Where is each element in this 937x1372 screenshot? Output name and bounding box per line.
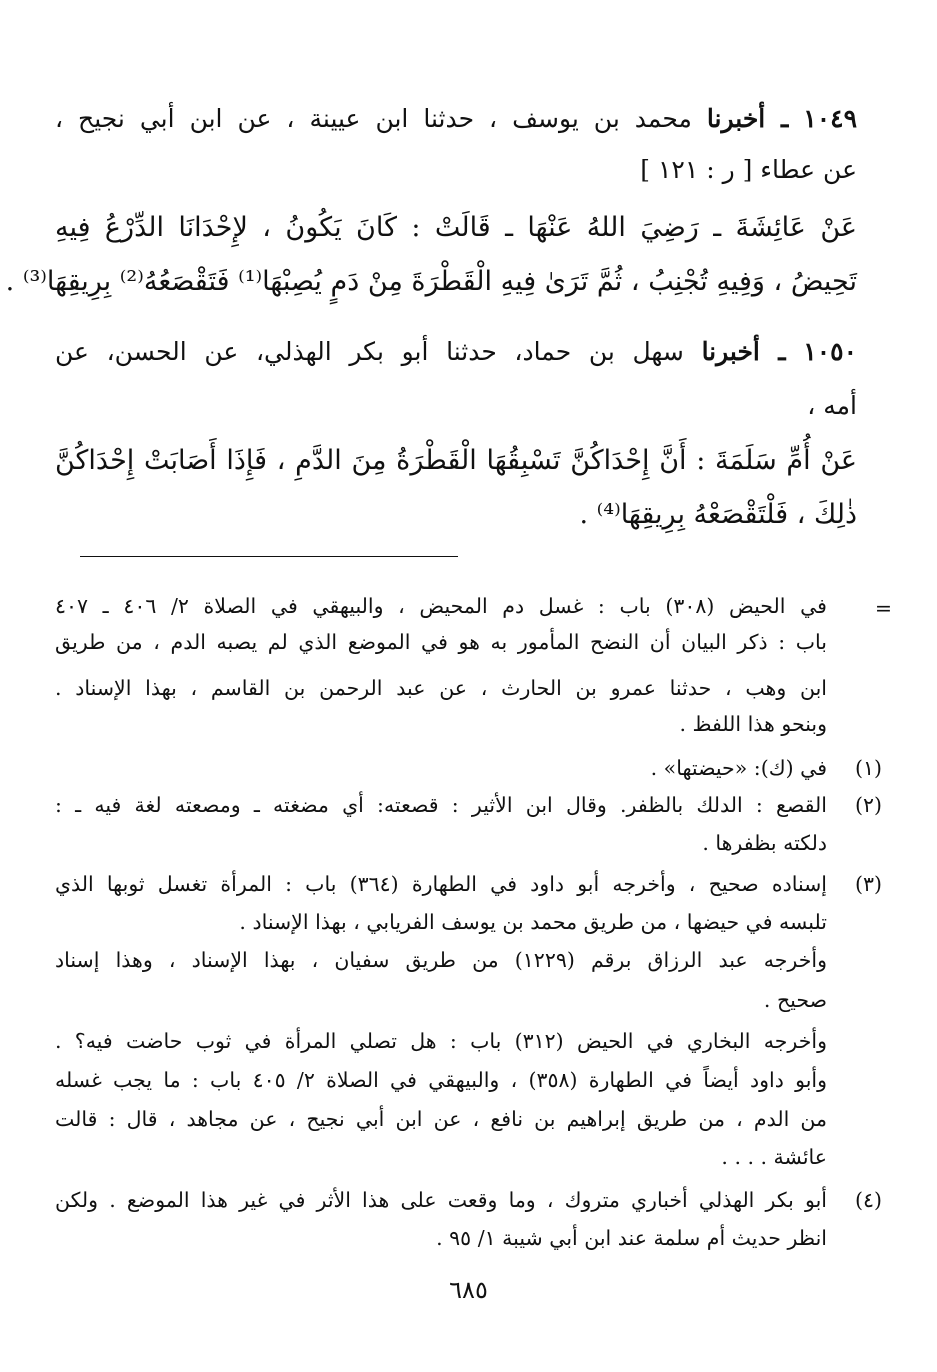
- hadith-1050-isnad-2: أمه ،: [807, 391, 857, 420]
- footnote-2-line: القصع : الدلك بالظفر. وقال ابن الأثير : قصعته: أي مضغته ـ ومصعته لغة فيه ـ :: [55, 793, 827, 817]
- footnote-3-line: عائشة . . . .: [721, 1145, 827, 1169]
- hadith-1049-lead: ـ أخبرنا: [706, 104, 789, 133]
- footnote-2-line: دلكته بظفرها .: [702, 831, 827, 855]
- hadith-1049-isnad-2: عن عطاء [ ر : ١٢١ ]: [640, 155, 857, 184]
- footnote-4-line: أبو بكر الهذلي أخباري متروك ، وما وقعت على هذا الأثر في غير هذا الموضع . ولكن: [55, 1188, 827, 1212]
- footnote-2-number: (٢): [854, 793, 882, 817]
- footnote-4-line: انظر حديث أم سلمة عند ابن أبي شيبة ١/ ٩٥ .: [436, 1226, 827, 1250]
- hadith-1049-number: ١٠٤٩: [803, 104, 858, 133]
- continuation-line: وبنحو هذا اللفظ .: [679, 712, 827, 736]
- hadith-1049-matn-2: تَحِيضُ ، وَفِيهِ تُجْنِبُ ، ثُمَّ تَرَىٰ فِيهِ الْقَطْرَةَ مِنْ دَمٍ يُصِبْهَا⁽¹⁾ فَتَقْصَعُهُ⁽²⁾ بِرِيقِهَا⁽³⁾ .: [5, 266, 857, 297]
- hadith-1050-isnad-1: سهل بن حماد، حدثنا أبو بكر الهذلي، عن الحسن، عن: [55, 337, 684, 366]
- footnote-1-line: في (ك): «حيضتها» .: [650, 756, 827, 780]
- footnote-3-line: وأبو داود أيضاً في الطهارة (٣٥٨) ، والبيهقي في الصلاة ٢/ ٤٠٥ باب : ما يجب غسله: [55, 1068, 827, 1092]
- footnote-3-line: صحيح .: [763, 988, 827, 1012]
- hadith-1049-matn-1: عَنْ عَائِشَةَ ـ رَضِيَ اللهُ عَنْهَا ـ قَالَتْ : كَانَ يَكُونُ ، لإِحْدَانَا الدِّرْعُ فِيهِ: [55, 212, 857, 243]
- footnote-separator: [80, 556, 458, 557]
- continuation-line: في الحيض (٣٠٨) باب : غسل دم المحيض ، والبيهقي في الصلاة ٢/ ٤٠٦ ـ ٤٠٧: [55, 594, 827, 618]
- footnote-3-line: من الدم ، من طريق إبراهيم بن نافع ، عن ابن أبي نجيح ، عن مجاهد ، قال : قالت: [55, 1107, 827, 1131]
- hadith-1050-lead: ـ أخبرنا: [701, 337, 786, 366]
- footnote-1-number: (١): [854, 756, 882, 780]
- footnote-4-number: (٤): [854, 1188, 882, 1212]
- continuation-line: ابن وهب ، حدثنا عمرو بن الحارث ، عن عبد الرحمن بن القاسم ، بهذا الإسناد .: [55, 676, 827, 700]
- hadith-1049-isnad-1: محمد بن يوسف ، حدثنا ابن عيينة ، عن ابن أبي نجيح ،: [55, 104, 692, 133]
- page-number: ٦٨٥: [449, 1276, 488, 1304]
- footnote-3-number: (٣): [854, 872, 882, 896]
- hadith-1050-isnad-line-1: [55, 337, 857, 366]
- continuation-marker: =: [874, 596, 892, 620]
- footnote-3-line: إسناده صحيح ، وأخرجه أبو داود في الطهارة (٣٦٤) باب : المرأة تغسل ثوبها الذي: [55, 872, 828, 896]
- hadith-1050-matn-2: ذٰلِكَ ، فَلْتَقْصَعْهُ بِرِيقِهَا⁽⁴⁾ .: [579, 499, 857, 530]
- footnote-3-line: وأخرجه عبد الرزاق برقم (١٢٢٩) من طريق سفيان ، بهذا الإسناد ، وهذا إسناد: [55, 948, 827, 972]
- footnote-3-line: وأخرجه البخاري في الحيض (٣١٢) باب : هل تصلي المرأة في ثوب حاضت فيه؟ .: [55, 1029, 827, 1053]
- continuation-line: باب : ذكر البيان أن النضح المأمور به هو في الموضع الذي لم يصبه الدم ، من طريق: [55, 630, 827, 654]
- hadith-1049-isnad-line-1: [55, 104, 857, 133]
- hadith-1050-matn-1: عَنْ أُمِّ سَلَمَةَ : أَنَّ إِحْدَاكُنَّ تَسْبِقُهَا الْقَطْرَةُ مِنَ الدَّمِ ، فَإِذَا أَصَابَتْ إِحْدَاكُنَّ: [55, 445, 857, 476]
- footnote-3-line: تلبسه في حيضها ، من طريق محمد بن يوسف الفريابي ، بهذا الإسناد .: [239, 910, 827, 934]
- hadith-1050-number: ١٠٥٠: [803, 337, 858, 366]
